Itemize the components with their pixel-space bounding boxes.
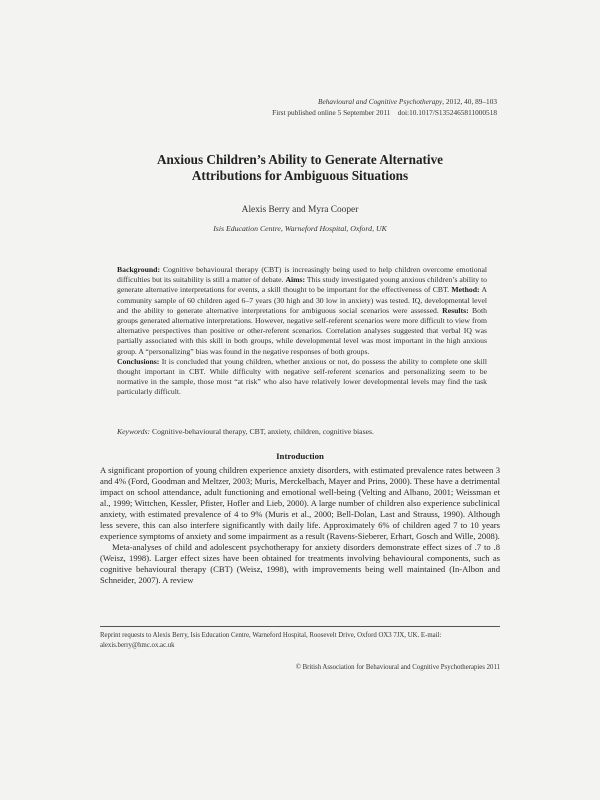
method-label: Method: xyxy=(451,285,480,295)
published-date: First published online 5 September 2011 xyxy=(272,108,391,117)
authors: Alexis Berry and Myra Cooper xyxy=(241,205,359,215)
keywords-label: Keywords: xyxy=(117,427,151,436)
title-line-1: Anxious Children’s Ability to Generate Alternative xyxy=(156,152,444,167)
affiliation: Isis Education Centre, Warneford Hospital, Oxford, UK xyxy=(213,224,387,233)
conclusions-label: Conclusions: xyxy=(117,356,160,366)
aims-label: Aims: xyxy=(285,275,306,285)
introduction-paragraph-1: A significant proportion of young children experience anxiety disorders, with estimated prevalence rates between 3 and 4% (Ford, Goodman and Meltzer, 2003; Muris, Merckelbach, Mayer and Prins, 2000). These have a detrimental impact on school attendance, adult functioning and emotional well-being (Velting and Albano, 2001; Weissman et al., 1999; Wittchen, Kessler, Pfister, Hofler and Lieb, 2000). A large number of children also experience subclinical anxiety, with estimated prevalence of 4 to 9% (Muris et al., 2000; Bell-Dolan, Last and Strauss, 1990). Although less severe, this can also interfere significantly with daily life. Approximately 6% of children aged 7 to 10 years experience symptoms of anxiety and some impairment as a result (Ravens-Sieberer, Erhart, Gosch and Wille, 2008). xyxy=(100,465,500,541)
background-text: Cognitive behavioural therapy (CBT) is increasingly being used to help children overcome emotional difficulties but its suitability is still a matter of debate. xyxy=(117,265,487,285)
introduction-body xyxy=(100,465,500,586)
results-label: Results: xyxy=(442,305,469,315)
copyright-notice: © British Association for Behavioural and Cognitive Psychotherapies 2011 xyxy=(295,664,500,671)
results-text: Both groups generated alternative interpretations. However, negative self-referent scenarios were more difficult to view from alternative perspectives than positive or other-referent scenarios. Correlation analyses suggested that verbal IQ was partially associated with this skill in both groups, while developmental level was most important in the high anxious group. A “personalizing” bias was found in the negative responses of both groups. xyxy=(117,305,487,356)
footnote-divider xyxy=(100,626,500,627)
introduction-heading: Introduction xyxy=(276,451,324,461)
title-line-2: Attributions for Ambiguous Situations xyxy=(191,168,409,183)
conclusions-text: It is concluded that young children, whether anxious or not, do possess the ability to complete one skill thought important in CBT. While difficulty with negative self-referent scenarios and personalizing seem to be normative in the sample, those most “at risk” who also have relatively lower developmental levels may find the task particularly difficult. xyxy=(117,356,487,397)
aims-text: This study investigated young anxious children’s ability to generate alternative interpretations for events, a skill thought to be important for the effectiveness of CBT. xyxy=(117,275,487,295)
doi: doi:10.1017/S1352465811000518 xyxy=(397,108,497,117)
introduction-paragraph-2: Meta-analyses of child and adolescent psychotherapy for anxiety disorders demonstrate effect sizes of .7 to .8 (Weisz, 1998). Larger effect sizes have been obtained for treatments involving behavioural components, such as cognitive behavioural therapy (CBT) (Weisz, 1998), with improvements being well maintained (In-Albon and Schneider, 2007). A review xyxy=(100,542,500,585)
method-text: A community sample of 60 children aged 6–7 years (30 high and 30 low in anxiety) was tested. IQ, developmental level and the ability to generate alternative interpretations for ambiguous social scenarios were assessed. xyxy=(117,285,488,315)
reprint-requests: Reprint requests to Alexis Berry, Isis Education Centre, Warneford Hospital, Roosevelt Drive, Oxford OX3 7JX, UK. E-mail: alexis.berry@hmc.ox.ac.uk xyxy=(100,632,442,649)
journal-header xyxy=(272,96,497,118)
publication-info xyxy=(272,107,497,118)
journal-citation xyxy=(272,96,497,107)
citation-details: , 2012, 40, 89–103 xyxy=(442,97,497,106)
journal-name: Behavioural and Cognitive Psychotherapy xyxy=(318,97,443,106)
keywords xyxy=(117,427,487,437)
keywords-text: Cognitive-behavioural therapy, CBT, anxiety, children, cognitive biases. xyxy=(151,427,374,436)
background-label: Background: xyxy=(117,265,161,274)
article-title xyxy=(100,152,500,184)
abstract xyxy=(117,265,487,398)
